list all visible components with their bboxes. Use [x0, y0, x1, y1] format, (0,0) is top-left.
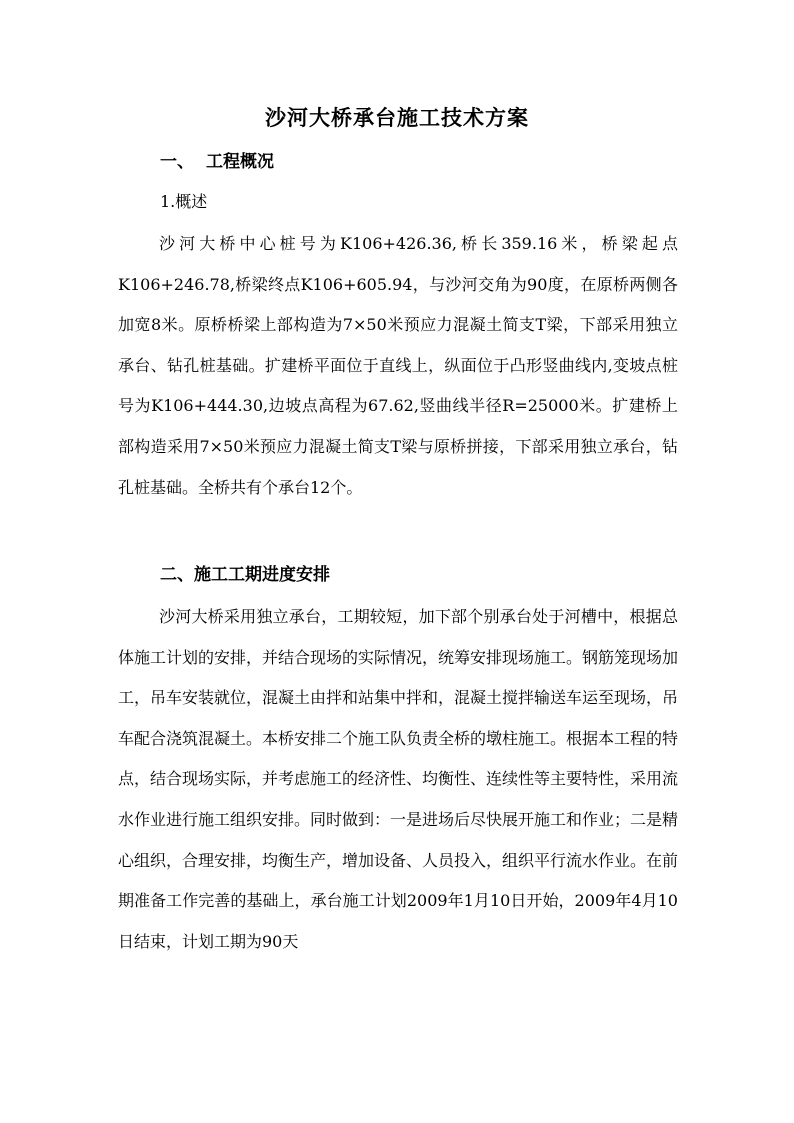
section-heading-schedule: 二、施工工期进度安排 [160, 565, 330, 585]
subsection-heading-summary: 1.概述 [160, 192, 208, 211]
paragraph-overview: 沙河大桥中心桩号为K106+426.36,桥长359.16米，桥梁起点K106+246.78,桥梁终点K106+605.94，与沙河交角为90度，在原桥两侧各加宽8米。原桥桥梁上部构造为7×50米预应力混凝土简支T梁，下部采用独立承台、钻孔桩基础。扩建桥平面位于直线上，纵面位于凸形竖曲线内,变坡点桩号为K106+444.30,边坡点高程为67.62,竖曲线半径R=25000米。扩建桥上部构造采用7×50米预应力混凝土简支T梁与原桥拼接，下部采用独立承台，钻孔桩基础。全桥共有个承台12个。 [118, 234, 678, 497]
section-number: 一、 [160, 152, 194, 172]
paragraph-schedule: 沙河大桥采用独立承台，工期较短，加下部个别承台处于河槽中，根据总体施工计划的安排，并结合现场的实际情况，统筹安排现场施工。钢筋笼现场加工，吊车安装就位，混凝土由拌和站集中拌和，混凝土搅拌输送车运至现场，吊车配合浇筑混凝土。本桥安排二个施工队负责全桥的墩柱施工。根据本工程的特点，结合现场实际，并考虑施工的经济性、均衡性、连续性等主要特性，采用流水作业进行施工组织安排。同时做到：一是进场后尽快展开施工和作业；二是精心组织，合理安排，均衡生产，增加设备、人员投入，组织平行流水作业。在前期准备工作完善的基础上，承台施工计划2009年1月10日开始，2009年4月10日结束，计划工期为90天 [118, 607, 679, 951]
section-heading-overview [160, 148, 274, 176]
section-heading-text: 工程概况 [206, 152, 274, 172]
document-title: 沙河大桥承台施工技术方案 [265, 105, 529, 130]
